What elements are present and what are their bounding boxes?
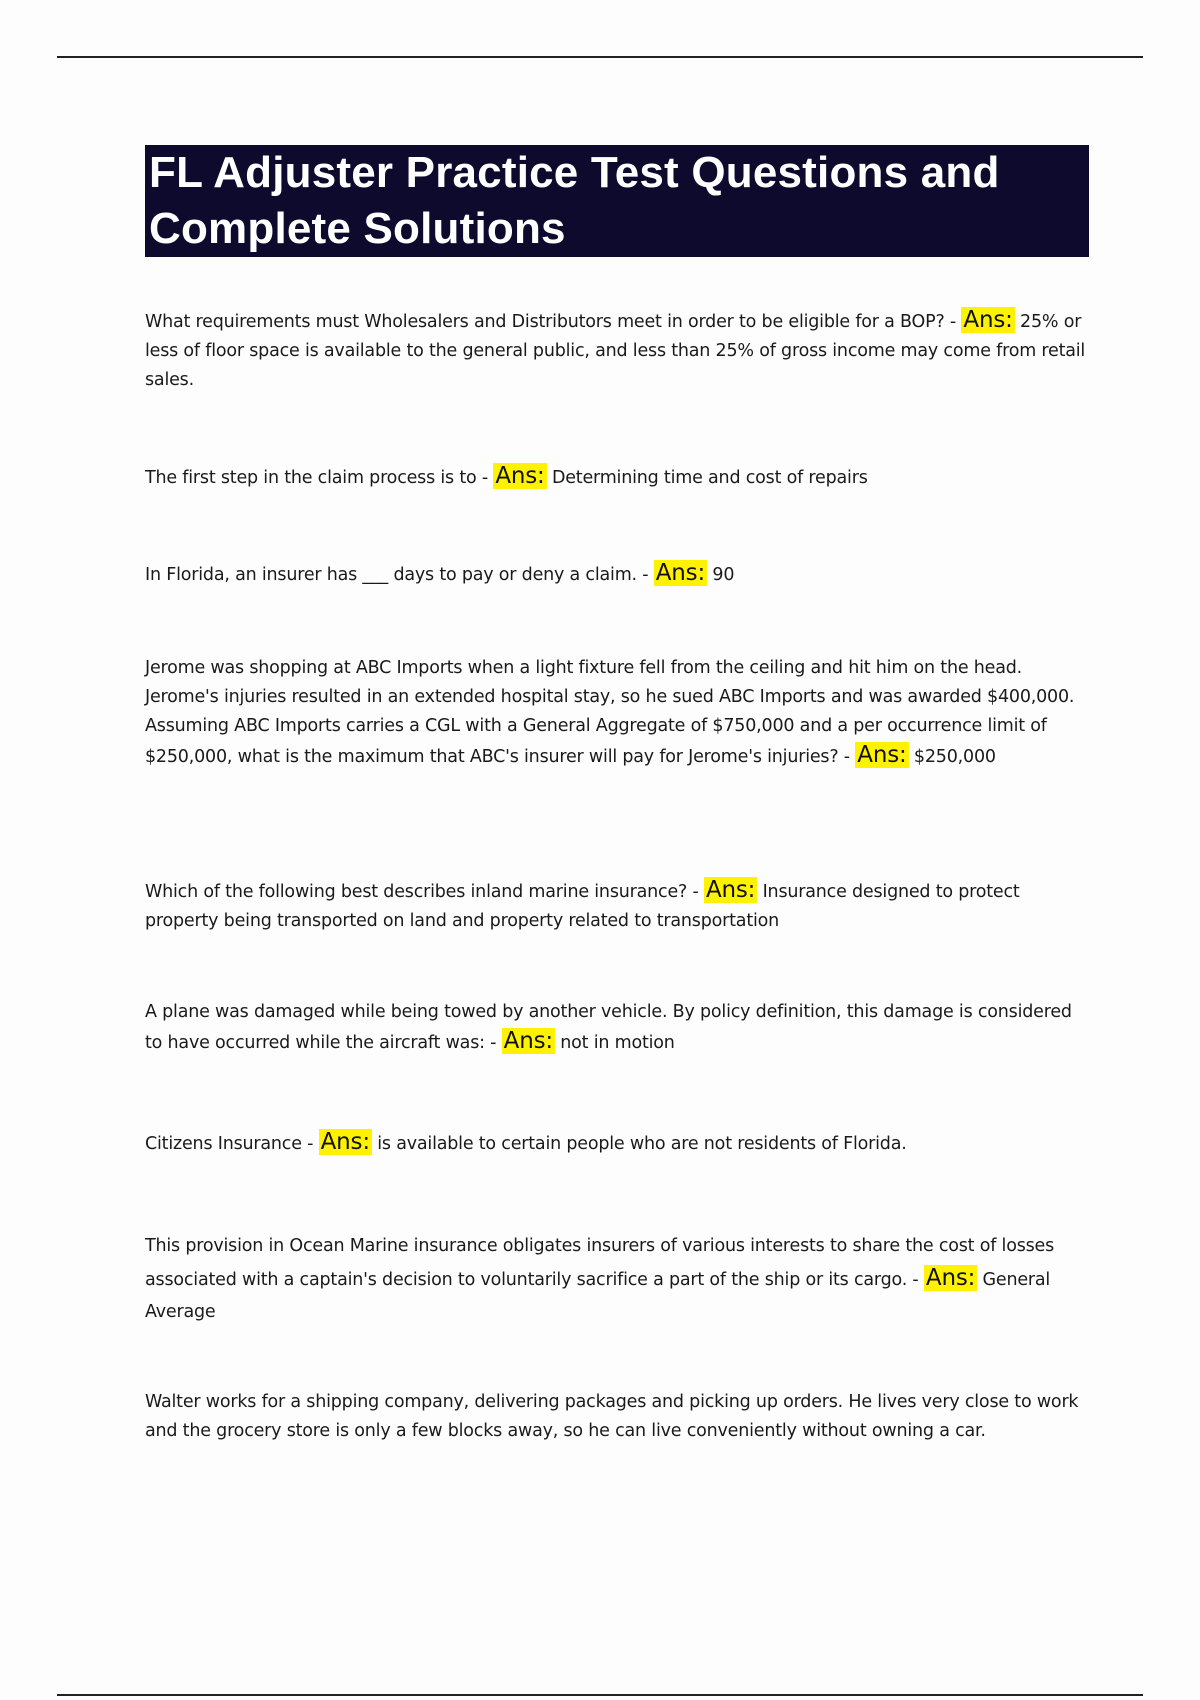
bottom-rule <box>57 1694 1143 1696</box>
answer-text: 90 <box>712 565 735 585</box>
answer-text: is available to certain people who are not residents of Florida. <box>377 1134 907 1154</box>
qa-item <box>145 559 1090 590</box>
question-text: The first step in the claim process is to - <box>145 468 494 488</box>
qa-item <box>145 876 1090 936</box>
top-rule <box>57 56 1143 58</box>
question-text: In Florida, an insurer has ___ days to pay or deny a claim. - <box>145 565 654 585</box>
qa-item <box>145 998 1090 1058</box>
qa-item <box>145 654 1090 772</box>
answer-tag: Ans: <box>857 742 907 768</box>
document-title: FL Adjuster Practice Test Questions and Complete Solutions <box>149 148 1000 253</box>
answer-text: $250,000 <box>913 747 996 767</box>
question-text: Citizens Insurance - <box>145 1134 319 1154</box>
answer-tag: Ans: <box>963 307 1013 333</box>
qa-item <box>145 1388 1090 1446</box>
answer-tag: Ans: <box>495 463 545 489</box>
answer-text: General Average <box>145 1270 1051 1322</box>
answer-tag: Ans: <box>503 1028 553 1054</box>
qa-item <box>145 462 1090 493</box>
title-banner <box>145 145 1089 257</box>
qa-item <box>145 1128 1090 1159</box>
answer-tag: Ans: <box>925 1265 976 1291</box>
answer-text: Insurance designed to protect property being transported on land and property related to transportation <box>145 882 1020 931</box>
answer-tag: Ans: <box>655 560 706 586</box>
question-text: What requirements must Wholesalers and Distributors meet in order to be eligible for a BOP? - <box>145 312 962 332</box>
qa-item <box>145 306 1090 395</box>
question-text: Jerome was shopping at ABC Imports when a light fixture fell from the ceiling and hit him on the head. Jerome's injuries resulted in an extended hospital stay, so he sued ABC Imports and was awarded $400,000. Assuming ABC Imports carries a CGL with a General Aggregate of $750,000 and a per occurrence limit of $250,000, what is the maximum that ABC's insurer will pay for Jerome's injuries? - <box>145 658 1075 767</box>
qa-item <box>145 1230 1090 1328</box>
question-text: Walter works for a shipping company, delivering packages and picking up orders. He lives very close to work and the grocery store is only a few blocks away, so he can live conveniently without owning a car. <box>145 1392 1079 1441</box>
answer-text: not in motion <box>560 1033 675 1053</box>
answer-tag: Ans: <box>705 877 756 903</box>
question-text: Which of the following best describes inland marine insurance? - <box>145 882 704 902</box>
answer-text: Determining time and cost of repairs <box>551 468 868 488</box>
question-text: This provision in Ocean Marine insurance obligates insurers of various interests to share the cost of losses associated with a captain's decision to voluntarily sacrifice a part of the ship or its cargo. - <box>145 1236 1055 1290</box>
question-text: A plane was damaged while being towed by another vehicle. By policy definition, this damage is considered to have occurred while the aircraft was: - <box>145 1002 1072 1053</box>
answer-text: 25% or less of floor space is available to the general public, and less than 25% of gross income may come from retail sales. <box>145 312 1086 390</box>
answer-tag: Ans: <box>320 1129 370 1155</box>
